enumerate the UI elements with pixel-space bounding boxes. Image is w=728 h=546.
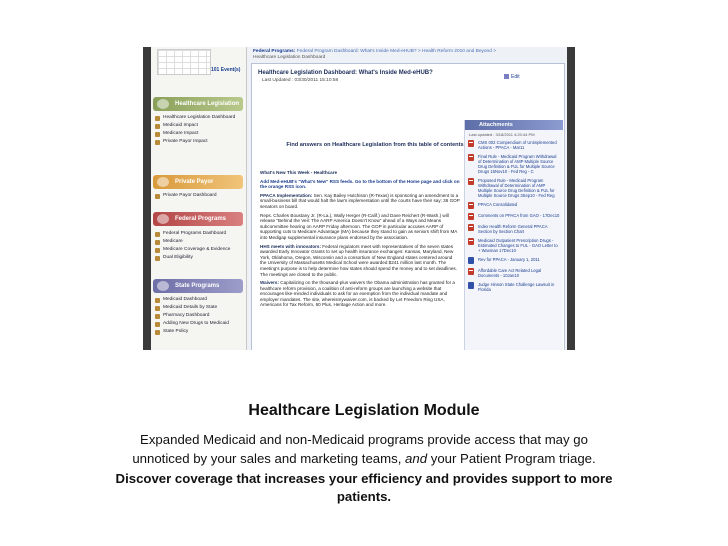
map-icon (157, 281, 169, 291)
attachment-item[interactable] (465, 267, 563, 279)
banner-federal-programs[interactable]: Federal Programs (153, 212, 243, 226)
whats-new-heading: What's New This Week - Healthcare (260, 170, 338, 175)
attachments-panel (464, 120, 563, 350)
pdf-icon (468, 140, 474, 147)
banner-private-payor[interactable]: Private Payor (153, 175, 243, 189)
document-icon (468, 257, 474, 264)
banner-state-programs[interactable]: State Programs (153, 279, 243, 293)
dual-icon (155, 256, 160, 261)
sidebar-item-state-policy[interactable]: State Policy (155, 329, 243, 335)
sidebar-item-medicaid-by-state[interactable]: Medicaid Details by State (155, 305, 243, 311)
attachment-label: Proposed Rule - Medicaid Program Withdrawal of Determination of AMP Multiple Source Drug Definition & FUL for Multiple Source Drugs 3Sep10 - Fed Reg (478, 178, 555, 198)
attachments-header: Attachments (465, 120, 563, 130)
attachment-label: Judge Hinson State Challenge Lawsuit in Florida (478, 282, 555, 292)
federal-nav (155, 231, 243, 263)
pdf-icon (468, 213, 474, 220)
events-link[interactable]: 101 Event(s) (211, 67, 241, 73)
banner-healthcare-legislation[interactable]: Healthcare Legislation (153, 97, 243, 111)
payor-icon (157, 177, 169, 187)
dashboard-icon (155, 116, 160, 121)
sidebar-item-medicaid-dashboard[interactable]: Medicaid Dashboard (155, 297, 243, 303)
chart-icon (155, 132, 160, 137)
breadcrumb-current: Healthcare Legislation Dashboard (253, 55, 326, 60)
reps-paragraph: Reps. Charles Boustany Jr. (R-La.), Wally Herger (R-Calif.) and Dave Reichert (R-Wash.) will release "Behind the Veil: The AARP America Doesn't Know" ahead of a Ways and Means subcommittee hearing on AARP Friday afternoon. The GOP in particular accuses AARP of supporting cuts to Medicare Advantage (MA) because they stand to gain as seniors shift from MA into Medigap supplemental insurance plans endorsed by the association. (260, 212, 458, 240)
attachment-item[interactable] (465, 212, 563, 221)
attachment-item[interactable] (465, 139, 563, 151)
pharmacy-icon (155, 314, 160, 319)
sidebar-item-private-payor-impact[interactable]: Private Payor Impact (155, 139, 243, 145)
main-content (247, 47, 567, 350)
page-title: Healthcare Legislation Dashboard: What's Inside Med-eHUB? (258, 70, 433, 76)
whats-new-content (260, 170, 460, 311)
breadcrumb-lead[interactable]: Federal Programs: (253, 49, 296, 54)
pdf-icon (468, 238, 474, 245)
pdf-icon (468, 154, 474, 161)
attachment-label: Affordable Care Act Related Legal Documents - 10Jan10 (478, 268, 542, 278)
attachment-label: PPACA Consolidated (478, 202, 518, 207)
attachments-list (465, 139, 563, 293)
sidebar-item-pharmacy-dashboard[interactable]: Pharmacy Dashboard (155, 313, 243, 319)
attachment-label: Rev for PPACA - January 1, 2011 (478, 257, 540, 262)
sidebar-item-medicare-coverage[interactable]: Medicare Coverage & Evidence (155, 247, 243, 253)
policy-icon (155, 330, 160, 335)
attachments-updated: Last updated : 3/18/2011 4:20:44 PM (469, 132, 535, 137)
ppaca-paragraph: PPACA Implementation: Sen. Kay Bailey Hutchison (R-Texas) is sponsoring an amendment to a small-business bill that would halt the law's implementation until the courts have their say; 36 GOP senators on board. (260, 192, 460, 209)
state-nav (155, 297, 243, 337)
hhs-paragraph: HHS meets with innovators: Federal regulators meet with representatives of the seven states awarded Early Innovator Grants to set up health insurance exchanges: Kansas, Maryland, New York, Oklahoma, Oregon, Wisconsin and a consortium of New England states centered around the University of Massachusetts Medical School were awarded $241 million last month. The meeting's purpose is to help determine how states should spend the money and to set deadlines. The meetings are closed to the public. (260, 243, 457, 277)
sidebar-item-federal-dashboard[interactable]: Federal Programs Dashboard (155, 231, 243, 237)
module-title: Healthcare Legislation Module (248, 402, 480, 419)
dashboard-panel (251, 63, 565, 350)
sidebar-item-medicare-impact[interactable]: Medicare Impact (155, 131, 243, 137)
flag-icon (157, 214, 169, 224)
pencil-icon (504, 74, 509, 79)
mini-calendar[interactable] (157, 49, 211, 75)
attachment-item[interactable] (465, 201, 563, 210)
attachment-item[interactable] (465, 153, 563, 175)
rss-feed-link[interactable]: Add Med-eHUB's "What's New" RSS feeds. Go to the bottom of the Home page and click on the orange RSS icon. (260, 178, 460, 190)
private-nav (155, 193, 243, 201)
sidebar-item-dual-eligibility[interactable]: Dual Eligibility (155, 255, 243, 261)
pdf-icon (468, 224, 474, 231)
sidebar-item-medicaid-impact[interactable]: Medicaid Impact (155, 123, 243, 129)
capitol-icon (157, 99, 169, 109)
document-icon (468, 282, 474, 289)
sidebar (151, 47, 247, 350)
dashboard-icon (155, 194, 160, 199)
find-answers-heading: Find answers on Healthcare Legislation from this table of contents (286, 142, 464, 148)
attachment-item[interactable] (465, 177, 563, 199)
dashboard-icon (155, 232, 160, 237)
sidebar-item-medicare[interactable]: Medicare (155, 239, 243, 245)
pill-icon (155, 322, 160, 327)
pdf-icon (468, 178, 474, 185)
table-icon (155, 306, 160, 311)
chart-icon (155, 140, 160, 145)
pdf-icon (468, 202, 474, 209)
breadcrumb (253, 49, 558, 61)
legislation-nav (155, 115, 243, 147)
app-window (151, 47, 567, 350)
coverage-icon (155, 248, 160, 253)
last-updated: Last Updated : 03/30/2011 15:10:58 (262, 78, 339, 83)
sidebar-item-private-payor-dashboard[interactable]: Private Payor Dashboard (155, 193, 243, 199)
pdf-icon (468, 268, 474, 275)
caption-line-2: unnoticed by your sales and marketing teams, and your Patient Program triage. (132, 451, 596, 466)
sidebar-item-adding-drugs[interactable]: Adding New Drugs to Medicaid (155, 321, 243, 327)
attachment-label: Comments on PPACA from GAO - 17Dec10 (478, 213, 560, 218)
attachment-item[interactable] (465, 256, 563, 265)
attachment-item[interactable] (465, 237, 563, 254)
chart-icon (155, 124, 160, 129)
attachment-item[interactable] (465, 281, 563, 293)
edit-button[interactable]: Edit (504, 74, 520, 80)
caption-line-3: Discover coverage that increases your efficiency and provides support to more (115, 471, 613, 486)
attachment-label: Medicaid Outpatient Prescription Drugs - Estimated Changes to FUL - GAO Letter to + Waxman 17Dec10 (478, 238, 558, 253)
caption-line-1: Expanded Medicaid and non-Medicaid programs provide access that may go (140, 432, 588, 447)
attachment-item[interactable] (465, 223, 563, 235)
sidebar-item-legislation-dashboard[interactable]: Healthcare Legislation Dashboard (155, 115, 243, 121)
attachment-label: CMS 002 Compendium of Unimplemented Actions - PPACA - Mar11 (478, 140, 557, 150)
app-screenshot (143, 47, 575, 350)
attachment-label: Index Health Reform General PPACA Section by Section Chart (478, 224, 548, 234)
attachment-label: Final Rule - Medicaid Program Withdrawal of Determination of AMP Multiple Source Drug Definition & FUL for Multiple Source Drugs 15Nov10 - Fed Reg - C (478, 154, 557, 174)
medicare-icon (155, 240, 160, 245)
waivers-paragraph: Waivers: Capitalizing on the thousand-plus waivers the Obama administration has granted for a healthcare reform provision, a coalition of anti-reform groups are launching a website that encourages like-minded individuals to ask for an exemption from the individual mandate and employer mandates. The site, whereismywaiver.com, is backed by Let Freedom Ring USA, Americans for Tax Reform, 60 Plus, Heritage Action and more. (260, 280, 455, 308)
caption-line-4: patients. (336, 489, 392, 504)
breadcrumb-path[interactable]: Federal Program Dashboard: What's Inside Med-eHUB? > Health Reform 2010 and Beyond > (296, 49, 497, 54)
dashboard-icon (155, 298, 160, 303)
